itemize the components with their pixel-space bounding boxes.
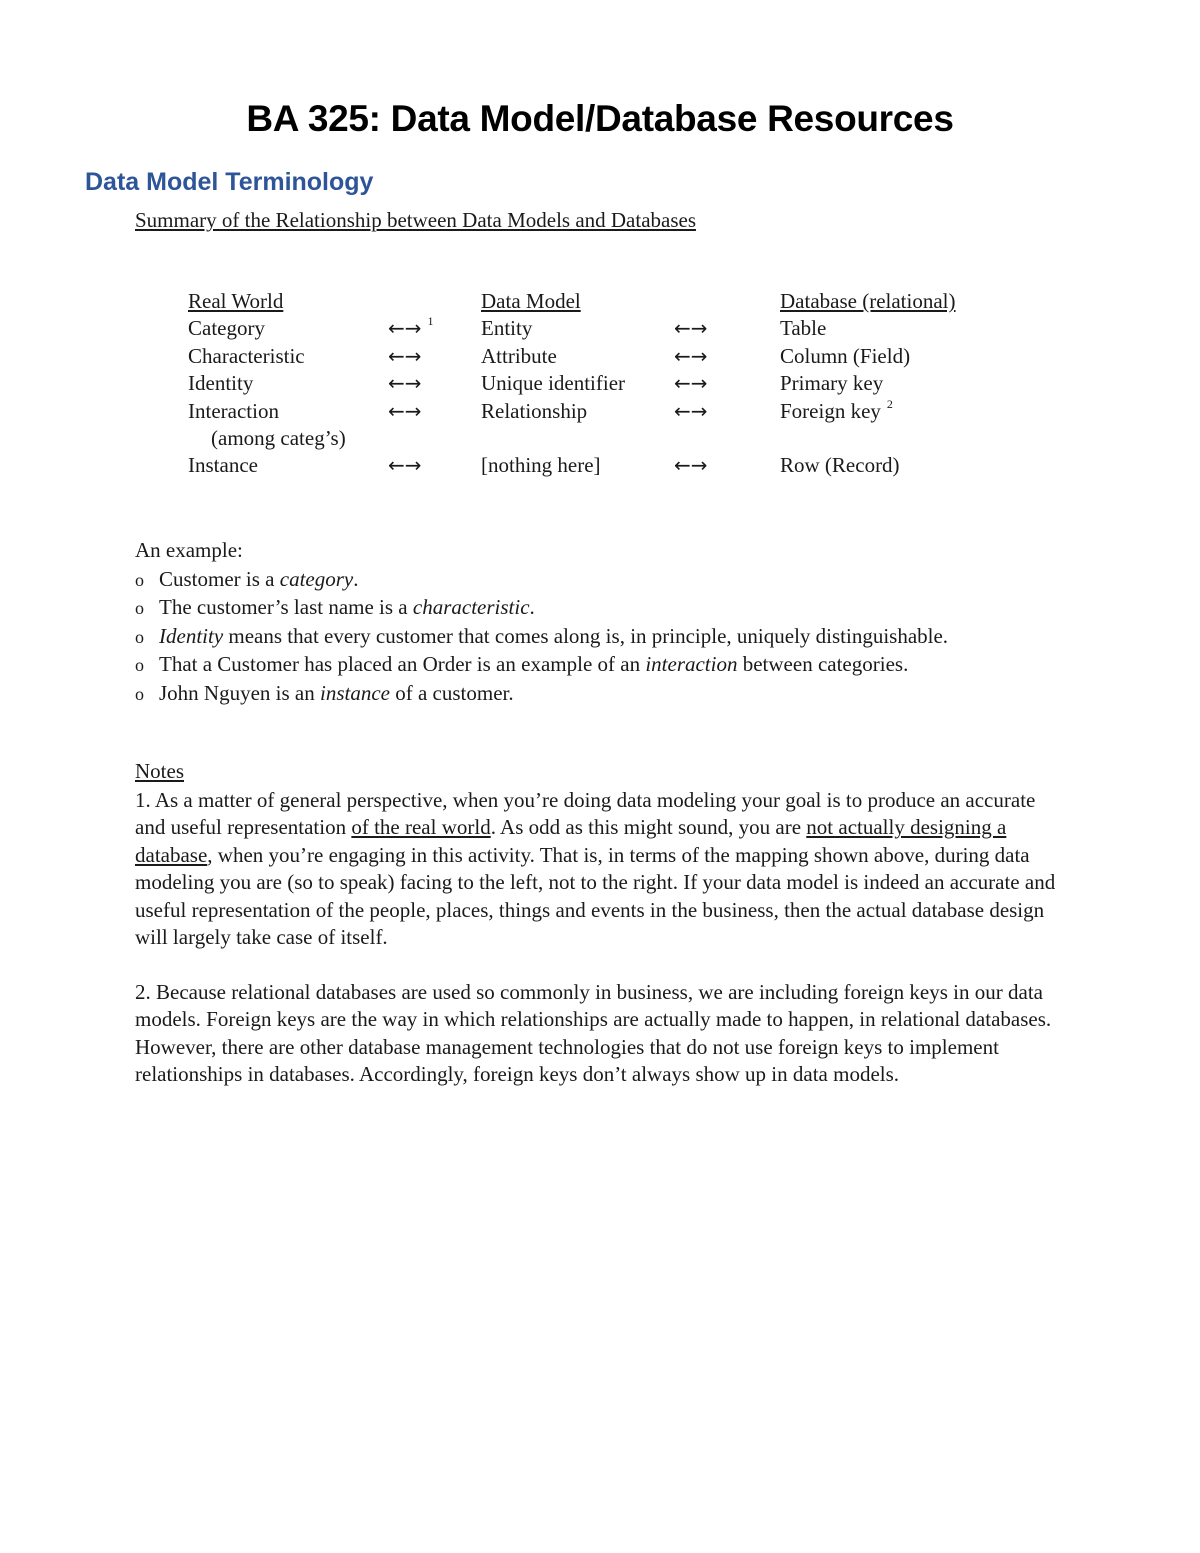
bullet-icon: o: [135, 626, 144, 647]
database-cell-text: Foreign key: [780, 398, 881, 423]
bidirectional-arrow-icon: ←→: [674, 453, 708, 478]
table-header-row: [188, 289, 1010, 316]
table-row: [188, 453, 1010, 480]
real-world-cell: Instance: [188, 453, 258, 478]
bidirectional-arrow-icon: ←→: [388, 371, 422, 396]
database-cell: Primary key: [780, 371, 884, 396]
footnote-marker: 1: [427, 314, 434, 329]
bidirectional-arrow-icon: ←→: [674, 371, 708, 396]
bullet-icon: o: [135, 655, 144, 676]
database-cell: Table: [780, 316, 827, 341]
bidirectional-arrow-icon: ←→: [674, 343, 708, 368]
page-title: BA 325: Data Model/Database Resources: [246, 98, 954, 139]
table-caption: Summary of the Relationship between Data Models and Databases: [135, 208, 697, 232]
note-1: 1. As a matter of general perspective, when you’re doing data modeling your goal is to produce an accurate and useful representation of the real world. As odd as this might sound, you are not actually designing a database, when you’re engaging in this activity. That is, in terms of the mapping shown above, during data modeling you are (so to speak) facing to the left, not to the right. If your data model is indeed an accurate and useful representation of the people, places, things and events in the business, then the actual database design will largely take case of itself.: [135, 788, 1056, 950]
real-world-cell: Interaction: [188, 398, 279, 423]
bidirectional-arrow-icon: ←→: [388, 453, 422, 478]
list-item: o Customer is a category.: [135, 566, 948, 594]
bidirectional-arrow-icon: ←→: [674, 316, 708, 341]
bullet-icon: o: [135, 683, 144, 704]
example-list: [135, 566, 948, 708]
bidirectional-arrow-icon: ←→: [674, 398, 708, 423]
table-row: [188, 371, 1010, 398]
data-model-cell: Relationship: [481, 398, 588, 423]
data-model-cell: Unique identifier: [481, 371, 626, 396]
section-heading: Data Model Terminology: [85, 168, 374, 196]
example-label: An example:: [135, 538, 243, 562]
header-real-world: Real World: [188, 289, 284, 313]
note-2: 2. Because relational databases are used so commonly in business, we are including foreign keys in our data models. Foreign keys are the way in which relationships are actually made to happen, in relational databases. However, there are other database management technologies that do not use foreign keys to implement relationships in databases. Accordingly, foreign keys don’t always show up in data models.: [135, 980, 1052, 1087]
header-data-model: Data Model: [481, 289, 581, 313]
database-cell: Row (Record): [780, 453, 900, 478]
bidirectional-arrow-icon: [388, 316, 481, 343]
database-cell: Column (Field): [780, 343, 911, 368]
data-model-cell: Entity: [481, 316, 533, 341]
list-item: o The customer’s last name is a characteristic.: [135, 594, 948, 622]
data-model-cell: [nothing here]: [481, 453, 601, 478]
bullet-icon: o: [135, 570, 144, 590]
table-row: [188, 399, 1010, 426]
real-world-cell: [188, 426, 388, 453]
database-cell: [780, 396, 1010, 426]
real-world-cell: Category: [188, 316, 265, 341]
real-world-cell: Characteristic: [188, 343, 305, 368]
arrow-glyph: ←→: [388, 316, 422, 341]
real-world-cell: Identity: [188, 371, 254, 396]
bullet-icon: o: [135, 598, 144, 619]
bidirectional-arrow-icon: ←→: [388, 343, 422, 368]
table-row: [188, 344, 1010, 371]
table-row: [188, 316, 1010, 343]
mapping-table: [188, 289, 1010, 481]
list-item: o That a Customer has placed an Order is an example of an interaction between categories.: [135, 651, 948, 679]
notes-label: Notes: [135, 759, 184, 783]
table-row-continuation: [188, 426, 1010, 453]
header-database: Database (relational): [780, 289, 956, 313]
list-item: o John Nguyen is an instance of a customer.: [135, 680, 948, 708]
continuation-text: (among categ’s): [211, 425, 346, 450]
bidirectional-arrow-icon: ←→: [388, 398, 422, 423]
footnote-marker: 2: [886, 396, 893, 411]
list-item: o Identity means that every customer that comes along is, in principle, uniquely distinguishable.: [135, 623, 948, 651]
data-model-cell: Attribute: [481, 343, 557, 368]
